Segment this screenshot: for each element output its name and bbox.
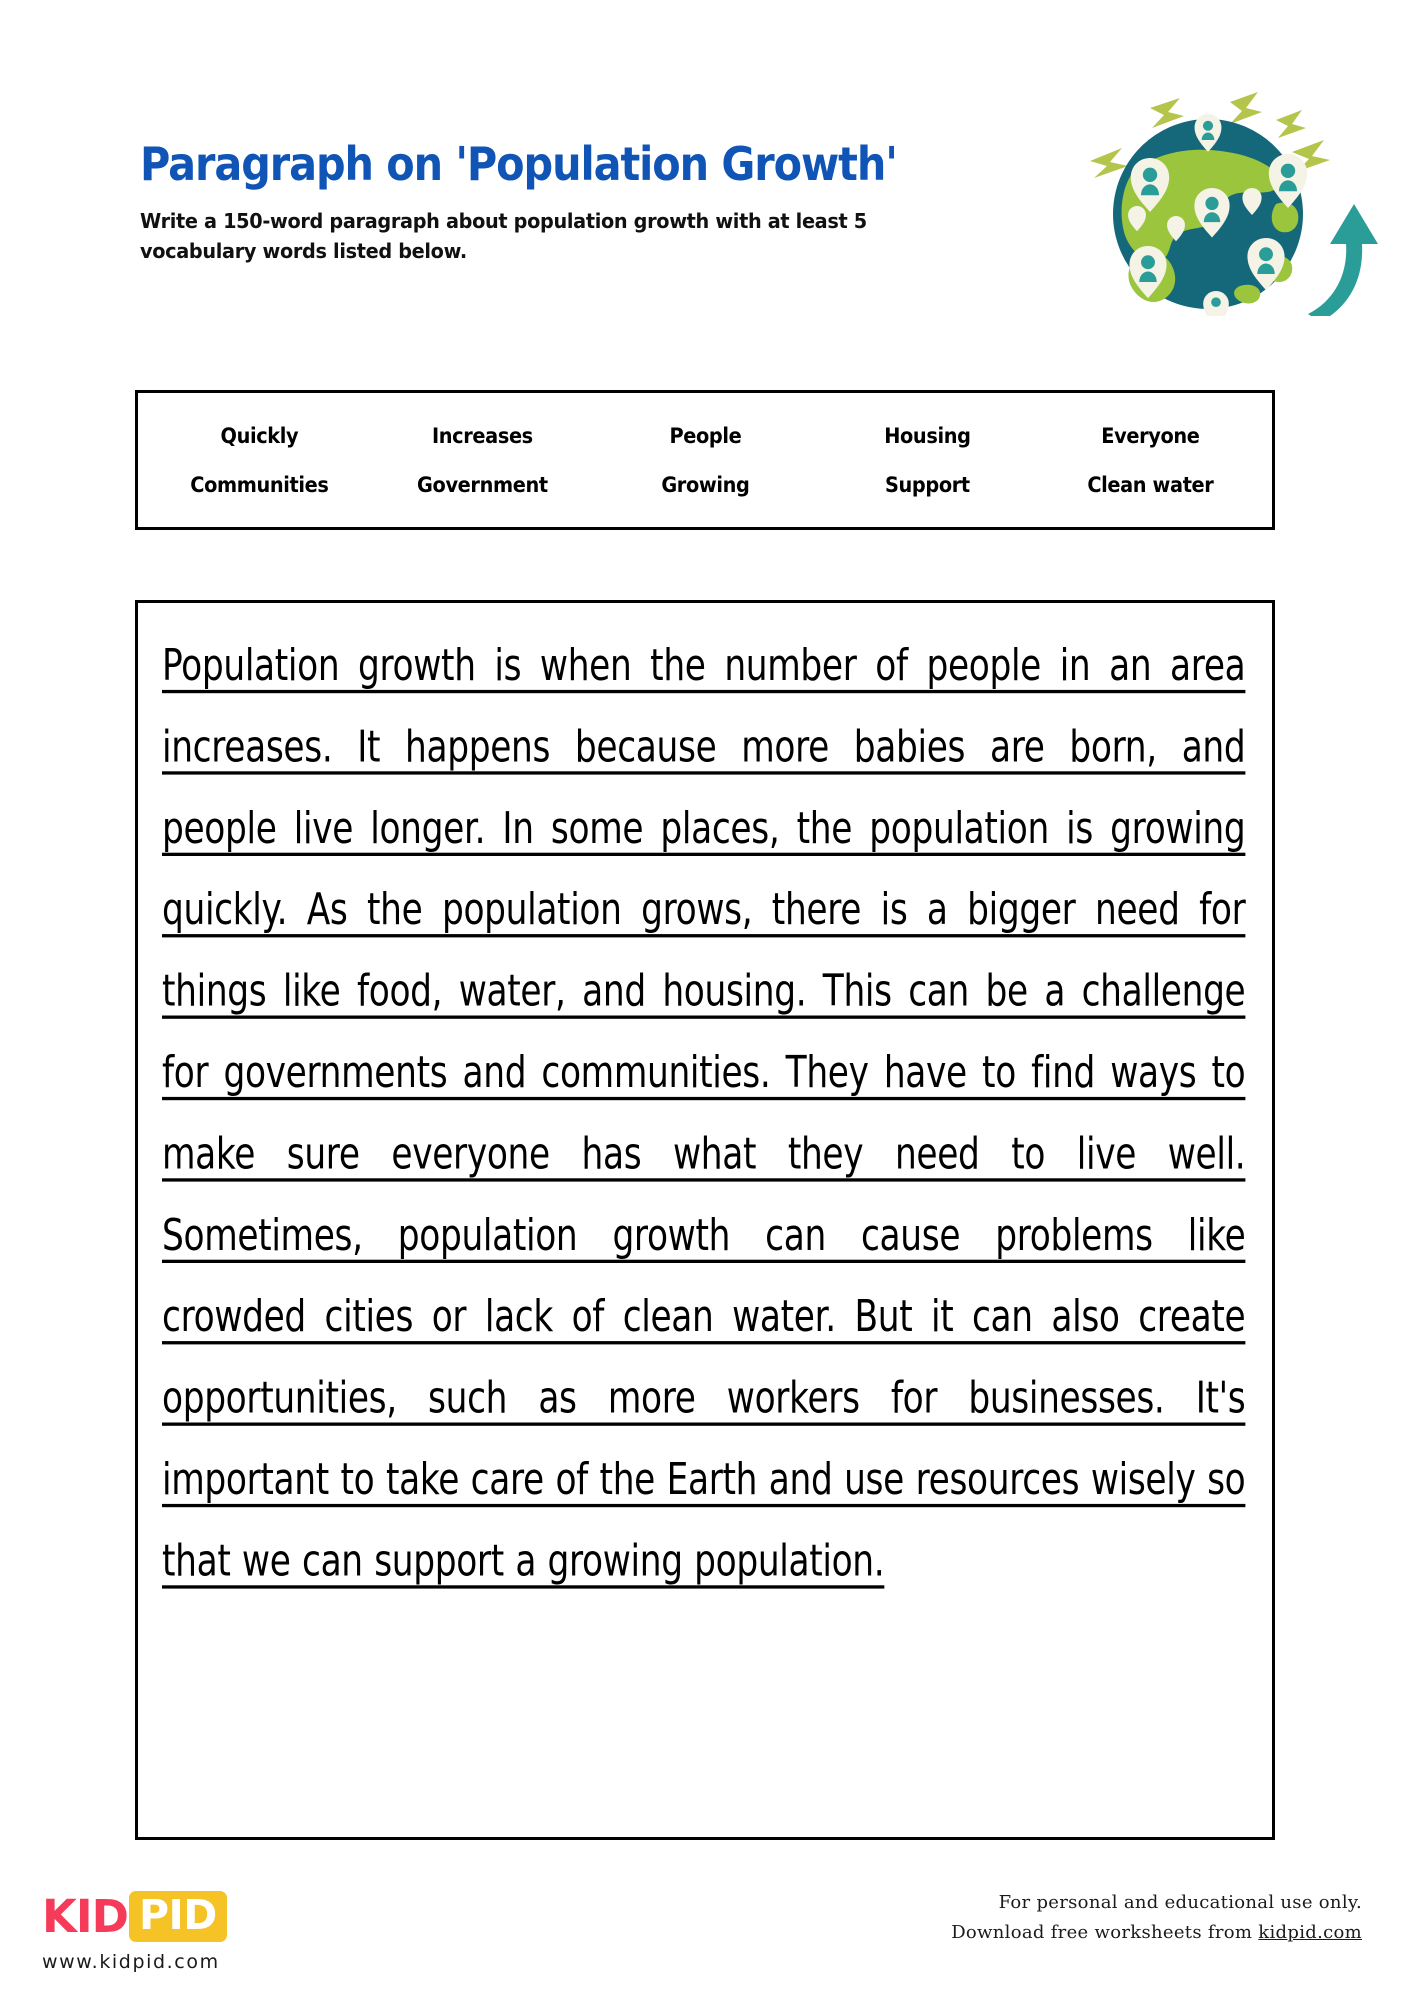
kidpid-logo: [42, 1888, 362, 1973]
answer-paragraph: Population growth is when the number of people in an area increases. It happens because more babies are born, and people live longer. In some places, the population is growing quickly. As the population grows, there is a bigger need for things like food, water, and housing. This can be a challenge for governments and communities. They have to find ways to make sure everyone has what they need to live well. Sometimes, population growth can cause problems like crowded cities or lack of clean water. But it can also create opportunities, such as more workers for businesses. It's important to take care of the Earth and use resources wisely so that we can support a growing population.: [162, 640, 1246, 1587]
logo-pid-text: PID: [129, 1891, 227, 1942]
vocabulary-row: [138, 424, 1272, 448]
globe-illustration: [1080, 86, 1380, 316]
vocabulary-box: [135, 390, 1275, 530]
vocabulary-word: Everyone: [1101, 423, 1200, 448]
logo-row: [42, 1888, 362, 1944]
kidpid-link[interactable]: kidpid.com: [1258, 1922, 1362, 1944]
vocabulary-word: Support: [885, 472, 971, 497]
vocabulary-word: Housing: [884, 423, 971, 448]
map-pin: [1203, 291, 1229, 316]
instructions-text: Write a 150-word paragraph about population growth with at least 5 vocabulary words listed below.: [140, 208, 867, 263]
footer-note: [951, 1888, 1362, 1948]
vocabulary-word: Growing: [660, 472, 750, 497]
vocabulary-row: [138, 473, 1272, 497]
vocabulary-word: Increases: [431, 423, 533, 448]
footer-note-line1: For personal and educational use only.: [998, 1892, 1362, 1913]
vocabulary-word: Clean water: [1087, 472, 1214, 497]
page-title: Paragraph on 'Population Growth': [140, 137, 897, 191]
growth-arrow-icon: [1308, 204, 1378, 316]
footer-note-line2: [951, 1918, 1362, 1948]
vocabulary-word: Government: [416, 472, 548, 497]
vocabulary-word: Quickly: [220, 423, 299, 448]
logo-website-url: www.kidpid.com: [42, 1951, 220, 1973]
footer-note-prefix: Download free worksheets from: [951, 1922, 1259, 1944]
logo-kid-text: KID: [42, 1889, 128, 1943]
vocabulary-word: People: [669, 423, 741, 448]
header: [140, 137, 1080, 266]
vocabulary-word: Communities: [190, 472, 329, 497]
globe-svg: [1080, 86, 1380, 316]
answer-box[interactable]: [135, 600, 1275, 1840]
